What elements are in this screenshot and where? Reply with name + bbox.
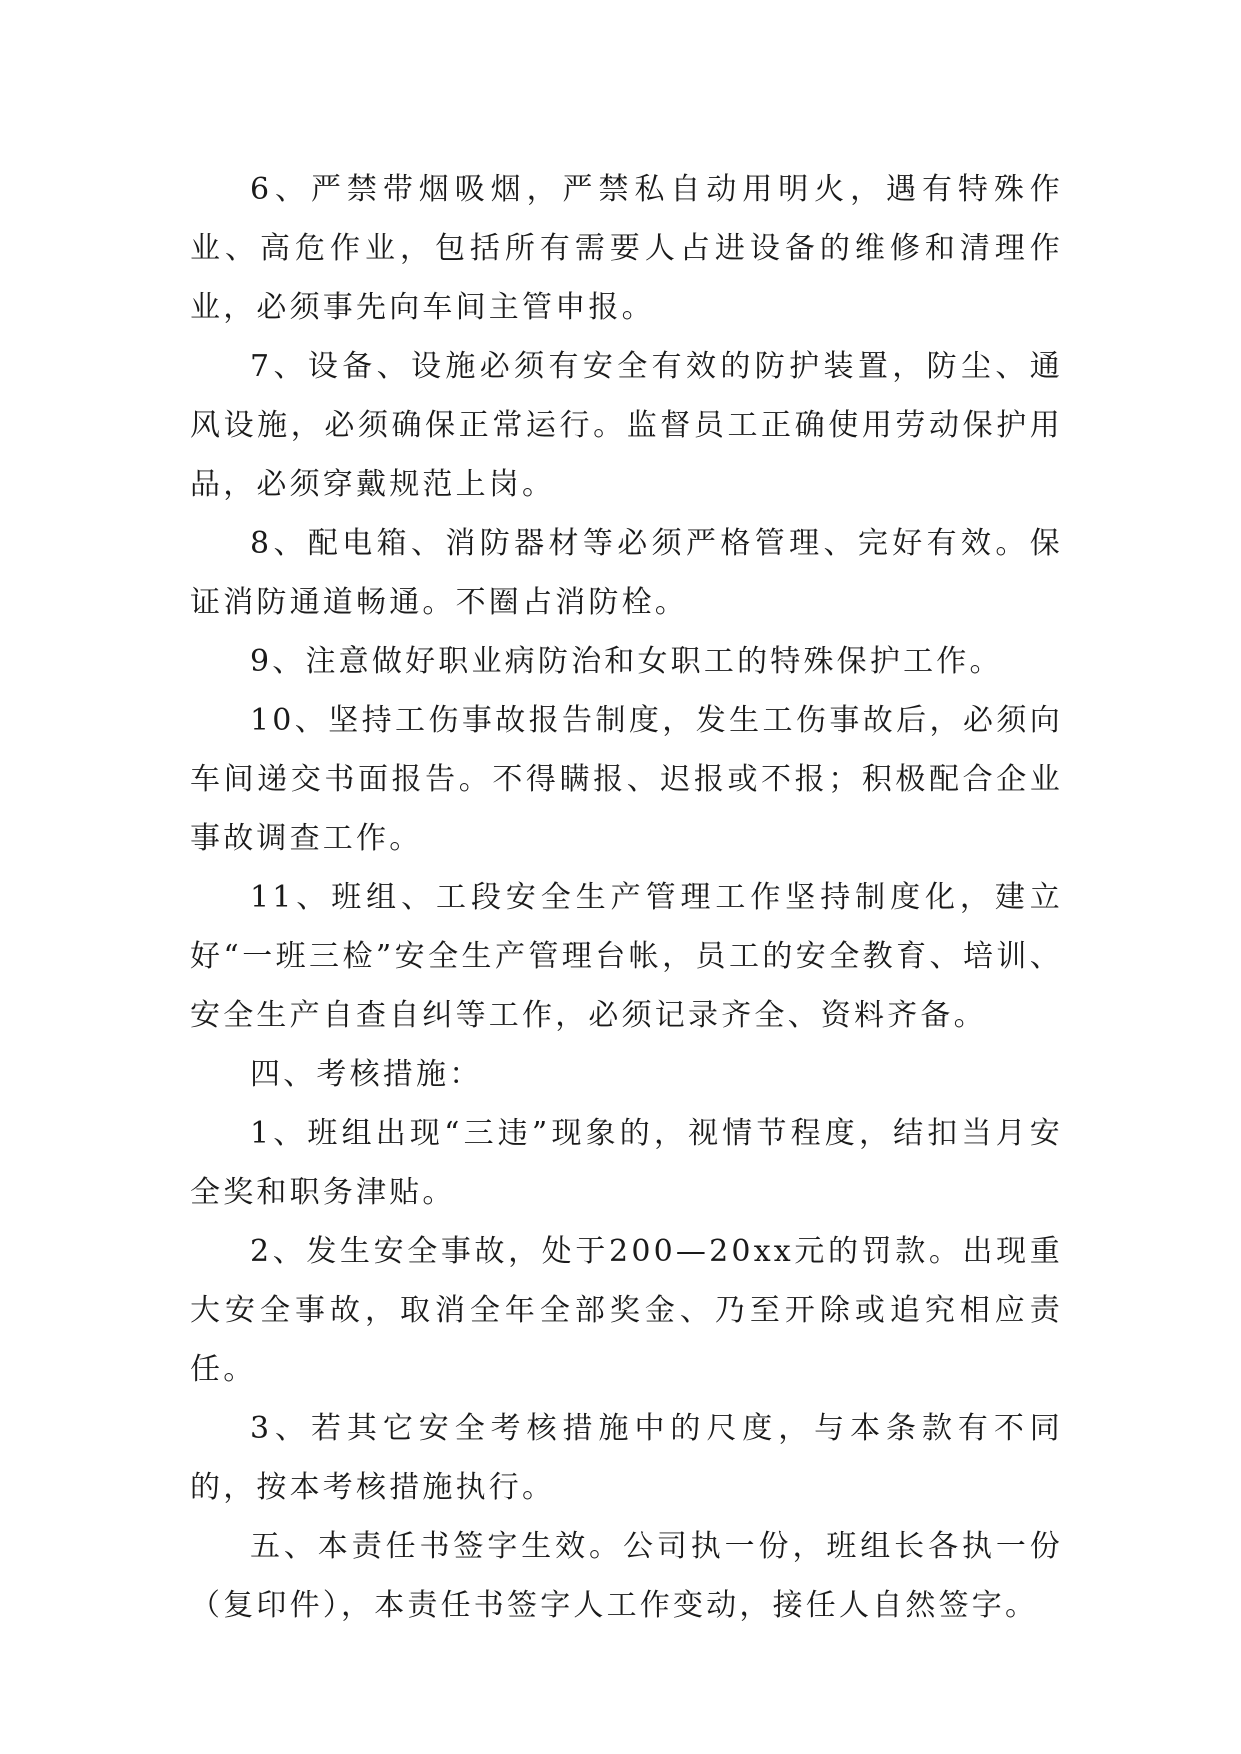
paragraph-item-10: 10、坚持工伤事故报告制度，发生工伤事故后，必须向车间递交书面报告。不得瞒报、迟报或不报；积极配合企业事故调查工作。 — [190, 703, 1063, 856]
paragraph-item-6: 6、严禁带烟吸烟，严禁私自动用明火，遇有特殊作业、高危作业，包括所有需要人占进设备的维修和清理作业，必须事先向车间主管申报。 — [190, 172, 1063, 325]
document-body — [190, 160, 1063, 1635]
assessment-item-1: 1、班组出现“三违”现象的，视情节程度，结扣当月安全奖和职务津贴。 — [190, 1116, 1063, 1210]
section-effective-clause: 五、本责任书签字生效。公司执一份，班组长各执一份（复印件），本责任书签字人工作变动，接任人自然签字。 — [190, 1529, 1063, 1623]
paragraph-item-9: 9、注意做好职业病防治和女职工的特殊保护工作。 — [250, 644, 1003, 679]
assessment-item-3: 3、若其它安全考核措施中的尺度，与本条款有不同的，按本考核措施执行。 — [190, 1411, 1063, 1505]
assessment-item-2: 2、发生安全事故，处于200—20xx元的罚款。出现重大安全事故，取消全年全部奖金、乃至开除或追究相应责任。 — [190, 1234, 1063, 1387]
paragraph-item-11: 11、班组、工段安全生产管理工作坚持制度化，建立好“一班三检”安全生产管理台帐，员工的安全教育、培训、安全生产自查自纠等工作，必须记录齐全、资料齐备。 — [190, 880, 1063, 1033]
paragraph-item-7: 7、设备、设施必须有安全有效的防护装置，防尘、通风设施，必须确保正常运行。监督员工正确使用劳动保护用品，必须穿戴规范上岗。 — [190, 349, 1063, 502]
section-heading-assessment: 四、考核措施： — [250, 1057, 483, 1092]
paragraph-item-8: 8、配电箱、消防器材等必须严格管理、完好有效。保证消防通道畅通。不圈占消防栓。 — [190, 526, 1063, 620]
